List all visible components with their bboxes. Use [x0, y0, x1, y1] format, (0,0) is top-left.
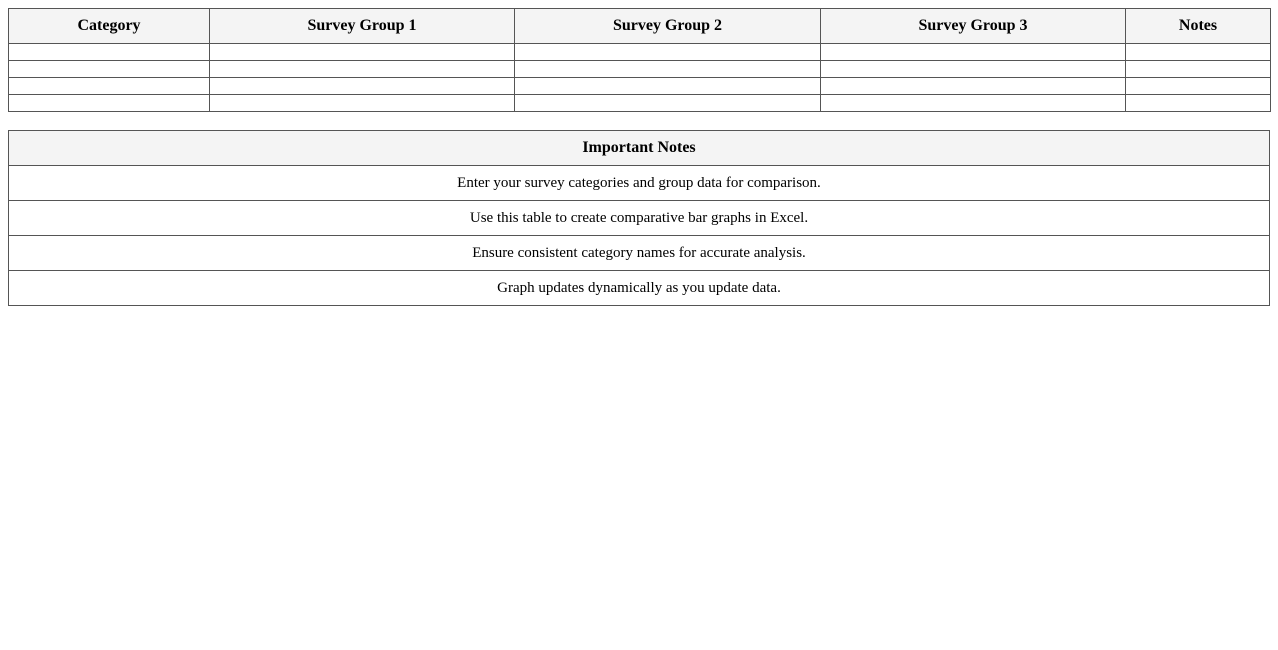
table-cell[interactable] — [1126, 61, 1271, 78]
note-text: Ensure consistent category names for accurate analysis. — [9, 236, 1270, 271]
survey-data-table — [8, 8, 1271, 112]
header-row — [9, 9, 1271, 44]
table-cell[interactable] — [1126, 44, 1271, 61]
table-row — [9, 61, 1271, 78]
page-content — [8, 8, 1270, 306]
notes-header: Important Notes — [9, 131, 1270, 166]
table-cell[interactable] — [821, 95, 1126, 112]
table-cell[interactable] — [9, 95, 210, 112]
note-text: Graph updates dynamically as you update data. — [9, 271, 1270, 306]
list-item — [9, 166, 1270, 201]
table-row — [9, 95, 1271, 112]
table-cell[interactable] — [210, 95, 515, 112]
note-text: Enter your survey categories and group data for comparison. — [9, 166, 1270, 201]
table-cell[interactable] — [9, 44, 210, 61]
header-survey-group-1: Survey Group 1 — [210, 9, 515, 44]
header-survey-group-2: Survey Group 2 — [515, 9, 821, 44]
table-cell[interactable] — [515, 61, 821, 78]
list-item — [9, 271, 1270, 306]
table-cell[interactable] — [210, 61, 515, 78]
table-cell[interactable] — [9, 78, 210, 95]
table-cell[interactable] — [821, 61, 1126, 78]
table-cell[interactable] — [515, 78, 821, 95]
table-cell[interactable] — [210, 78, 515, 95]
note-text: Use this table to create comparative bar graphs in Excel. — [9, 201, 1270, 236]
header-category: Category — [9, 9, 210, 44]
header-survey-group-3: Survey Group 3 — [821, 9, 1126, 44]
list-item — [9, 201, 1270, 236]
list-item — [9, 236, 1270, 271]
notes-header-row — [9, 131, 1270, 166]
table-cell[interactable] — [515, 95, 821, 112]
table-row — [9, 78, 1271, 95]
table-row — [9, 44, 1271, 61]
important-notes-table — [8, 130, 1270, 306]
table-cell[interactable] — [210, 44, 515, 61]
table-cell[interactable] — [9, 61, 210, 78]
table-cell[interactable] — [515, 44, 821, 61]
table-cell[interactable] — [821, 78, 1126, 95]
table-cell[interactable] — [821, 44, 1126, 61]
header-notes: Notes — [1126, 9, 1271, 44]
table-cell[interactable] — [1126, 78, 1271, 95]
table-cell[interactable] — [1126, 95, 1271, 112]
